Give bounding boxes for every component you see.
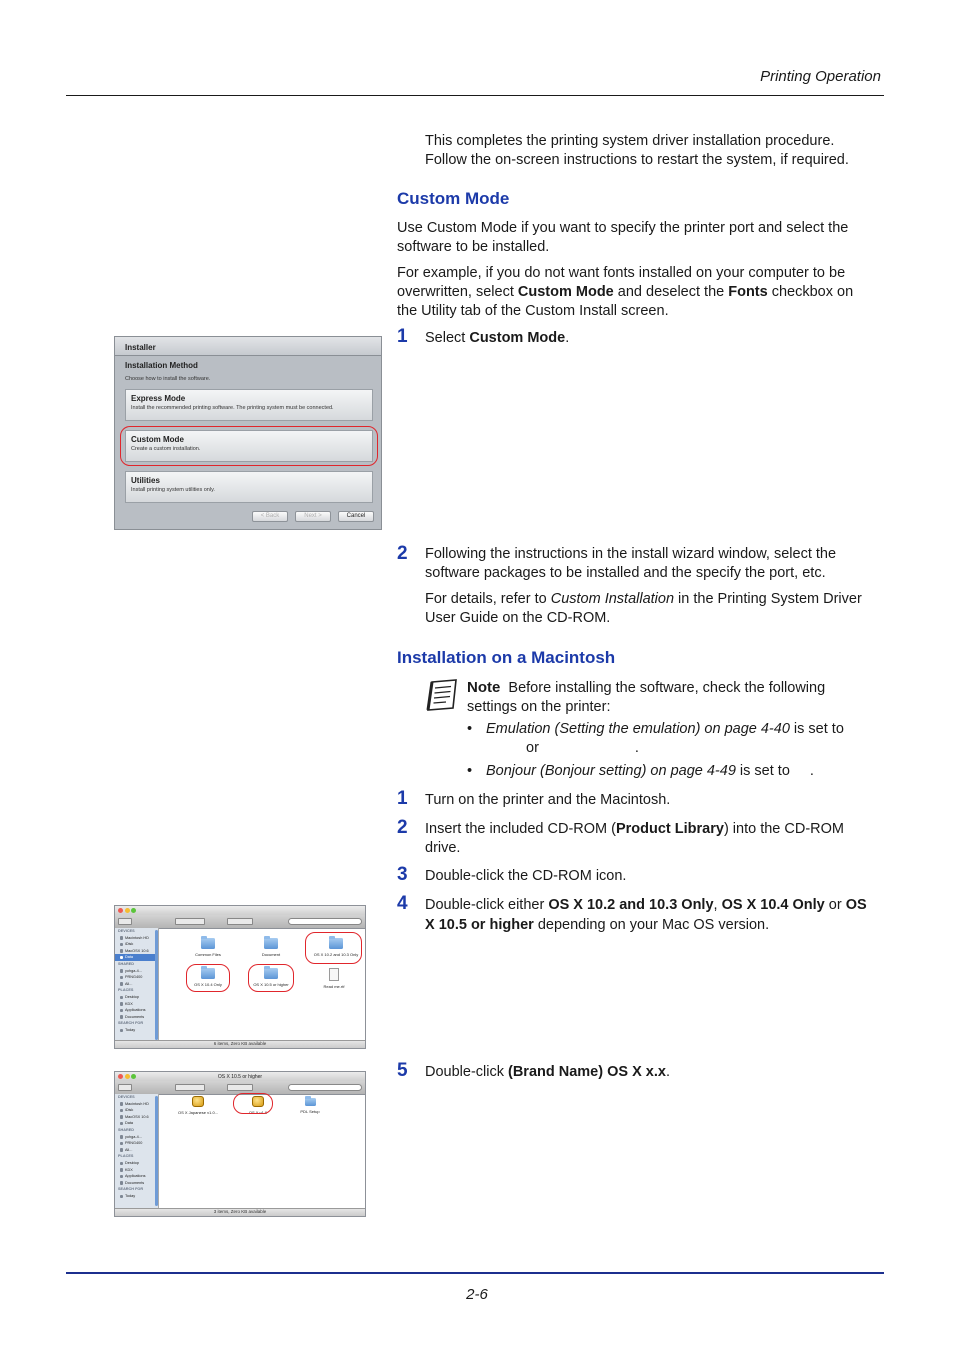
item-label: Read me.rtf <box>323 984 345 989</box>
sidebar-item-icon <box>120 1181 123 1184</box>
sidebar-item-icon <box>120 1122 123 1125</box>
back-forward-icon[interactable] <box>118 918 132 925</box>
sidebar-item-icon <box>120 1115 123 1118</box>
sidebar-item[interactable] <box>115 1007 158 1014</box>
document-icon <box>329 968 339 981</box>
folder-document[interactable] <box>248 938 294 957</box>
option-title: Utilities <box>131 476 160 485</box>
finder-status-bar: 6 items, Zero KB available <box>115 1040 365 1048</box>
text-run: Custom Mode <box>469 330 566 346</box>
item-label: OS X 10.4 Only <box>194 982 222 987</box>
sidebar-section-header <box>115 928 158 935</box>
finder-sidebar <box>115 1094 159 1210</box>
item-label: OS X v1.0 <box>248 1110 268 1115</box>
text-run: Fonts <box>728 284 768 300</box>
cancel-button[interactable]: Cancel <box>338 511 374 522</box>
step-number: 2 <box>397 543 408 564</box>
sidebar-item[interactable] <box>115 1180 158 1187</box>
sidebar-item-label: Documents <box>125 1014 145 1019</box>
text-run: or <box>824 897 846 913</box>
step-number: 4 <box>397 893 408 914</box>
text-run: and deselect the <box>613 284 729 300</box>
window-controls <box>118 908 138 915</box>
sidebar-item-icon <box>120 1175 123 1178</box>
sidebar-item[interactable] <box>115 994 158 1001</box>
express-mode-option[interactable] <box>125 389 373 421</box>
note-line <box>467 678 825 698</box>
sidebar-item-label: DEVICES <box>118 1095 135 1099</box>
step-text <box>425 545 836 583</box>
sidebar-item-label: yohga-4... <box>125 1134 142 1139</box>
sidebar-item[interactable] <box>115 1014 158 1021</box>
custom-mode-example-paragraph <box>397 264 853 321</box>
text-run: Double-click either <box>425 897 549 913</box>
sidebar-item[interactable] <box>115 1173 158 1180</box>
folder-icon <box>201 938 215 949</box>
sidebar-section-header <box>115 1094 158 1101</box>
folder-icon <box>264 938 278 949</box>
sidebar-item[interactable] <box>115 941 158 948</box>
sidebar-item-label: PRNG400 <box>125 1141 143 1146</box>
sidebar-section-header <box>115 961 158 968</box>
sidebar-item-icon <box>120 1142 123 1145</box>
sidebar-item-label: Data <box>125 1121 134 1126</box>
macintosh-heading: Installation on a Macintosh <box>397 648 616 667</box>
sidebar-item-icon <box>120 1109 123 1112</box>
text-run: ) into the CD-ROM <box>723 821 845 837</box>
sidebar-item-icon <box>120 982 123 985</box>
action-gear-icon[interactable] <box>227 1084 253 1091</box>
sidebar-item[interactable] <box>115 1027 158 1034</box>
text-run: or <box>526 740 539 756</box>
sidebar-item-icon <box>120 1102 123 1105</box>
sidebar-item[interactable] <box>115 1120 158 1127</box>
sidebar-item-icon <box>120 1002 123 1005</box>
installer-title: Installer <box>125 343 156 352</box>
note-icon <box>424 678 460 712</box>
intro-text <box>425 132 849 170</box>
option-title: Express Mode <box>131 394 186 403</box>
sidebar-section-header <box>115 1186 158 1193</box>
utilities-option[interactable] <box>125 471 373 503</box>
finder-sidebar <box>115 928 159 1042</box>
view-switcher-icon[interactable] <box>175 1084 205 1091</box>
text-run: . <box>565 330 570 346</box>
finder-titlebar <box>115 1072 365 1081</box>
sidebar-item-icon <box>120 1015 123 1018</box>
sidebar-item-label: Data <box>125 955 134 960</box>
sidebar-item[interactable] <box>115 1193 158 1200</box>
sidebar-item[interactable] <box>115 981 158 988</box>
bullet-line <box>467 739 844 758</box>
custom-mode-heading: Custom Mode <box>397 189 510 208</box>
sidebar-item-label: Today <box>125 1193 136 1198</box>
folder-common-files[interactable] <box>185 938 231 957</box>
sidebar-section-header <box>115 1020 158 1027</box>
installer-heading: Installation Method <box>125 361 198 370</box>
text-run: OS X 10.4 Only <box>721 897 825 913</box>
text-run: checkbox on <box>767 284 854 300</box>
sidebar-item-label: SEARCH FOR <box>118 1021 144 1026</box>
sidebar-item-label: Desktop <box>125 994 139 999</box>
sidebar-item-label: MacOSX 10.6 <box>125 1114 149 1119</box>
close-button[interactable] <box>118 908 123 913</box>
sidebar-item-label: MacOSX 10.6 <box>125 948 149 953</box>
step-text <box>425 1063 670 1082</box>
sidebar-section-header <box>115 1127 158 1134</box>
back-forward-icon[interactable] <box>118 1084 132 1091</box>
paragraph-line: Use Custom Mode if you want to specify the printer port and select the <box>397 220 849 236</box>
search-input[interactable] <box>288 918 362 925</box>
text-run: Custom Installation <box>550 591 675 607</box>
step-line: User Guide on the CD-ROM. <box>425 610 611 626</box>
sidebar-item[interactable] <box>115 1134 158 1141</box>
finder-window-cdrom <box>114 905 366 1049</box>
package-os-x-japanese[interactable] <box>175 1096 221 1115</box>
text-run: X 10.5 or higher <box>425 917 534 933</box>
sidebar-item-label: DEVICES <box>118 929 135 933</box>
highlight-oval <box>248 964 294 992</box>
highlight-oval <box>233 1093 273 1114</box>
installer-titlebar <box>115 337 381 356</box>
sidebar-item[interactable] <box>115 974 158 981</box>
paragraph-line <box>397 283 853 302</box>
sidebar-item-label: yohga-4... <box>125 968 142 973</box>
sidebar-item-icon <box>120 1168 123 1171</box>
sidebar-item-label: PLACES <box>118 988 134 993</box>
note-label: Note <box>467 679 501 696</box>
item-label: OS X 10.2 and 10.3 Only <box>313 952 359 957</box>
footer-rule <box>66 1272 884 1274</box>
sidebar-item[interactable] <box>115 968 158 975</box>
step-text: Turn on the printer and the Macintosh. <box>425 792 671 808</box>
file-read-me[interactable] <box>311 968 357 989</box>
sidebar-item[interactable] <box>115 1114 158 1121</box>
bullet-line <box>467 720 844 739</box>
text-run: is set to <box>735 763 790 779</box>
text-run: For details, refer to <box>425 591 551 607</box>
text-run: overwritten, select <box>397 284 518 300</box>
text-run: Double-click <box>425 1064 508 1080</box>
sidebar-item-label: KDX <box>125 1167 133 1172</box>
step-line: software packages to be installed and the specify the port, etc. <box>425 565 826 581</box>
installer-screenshot <box>114 336 382 530</box>
running-header: Printing Operation <box>760 68 881 85</box>
sidebar-item-icon <box>120 996 123 999</box>
sidebar-item[interactable] <box>115 1001 158 1008</box>
step-line <box>425 896 867 915</box>
step-line <box>425 590 862 609</box>
finder-toolbar <box>115 915 365 929</box>
option-description: Install the recommended printing software. The printing system must be connected. <box>131 405 334 411</box>
highlight-oval <box>186 964 230 992</box>
step-number: 3 <box>397 864 408 885</box>
bullet-mark: • <box>467 763 473 779</box>
sidebar-item-label: Applications <box>125 1008 146 1013</box>
item-label: OS X 10.5 or higher <box>253 982 289 987</box>
header-rule <box>66 95 884 96</box>
step-text: Double-click the CD-ROM icon. <box>425 868 627 884</box>
item-label: Common Files <box>195 952 221 957</box>
paragraph-line: the Utility tab of the Custom Install screen. <box>397 303 669 319</box>
sidebar-item-label: Macintosh HD <box>125 935 149 940</box>
finder-window-os-x-10-5 <box>114 1071 366 1217</box>
folder-icon <box>305 1098 316 1106</box>
note-text <box>467 678 825 717</box>
sidebar-item-label: All... <box>125 981 133 986</box>
sidebar-item-label: Applications <box>125 1174 146 1179</box>
text-run: Select <box>425 330 470 346</box>
sidebar-item[interactable] <box>115 1167 158 1174</box>
sidebar-item-icon <box>120 976 123 979</box>
sidebar-section-header <box>115 1153 158 1160</box>
step-number: 2 <box>397 817 408 838</box>
back-button[interactable]: < Back <box>252 511 288 522</box>
sidebar-item-label: All... <box>125 1147 133 1152</box>
sidebar-item-label: Macintosh HD <box>125 1101 149 1106</box>
text-run: is set to <box>789 721 844 737</box>
sidebar-item[interactable] <box>115 954 158 961</box>
sidebar-item-label: PRNG400 <box>125 975 143 980</box>
sidebar-item-icon <box>120 943 123 946</box>
option-description: Install printing system utilities only. <box>131 487 215 493</box>
step-detail <box>425 590 862 628</box>
search-input[interactable] <box>288 1084 362 1091</box>
finder-status-bar: 3 items, Zero KB available <box>115 1208 365 1216</box>
option-title: Custom Mode <box>131 435 184 444</box>
paragraph-line: software to be installed. <box>397 239 550 255</box>
step-line: drive. <box>425 840 461 856</box>
item-label: OS X Japanese v1.0... <box>177 1110 219 1115</box>
view-switcher-icon[interactable] <box>175 918 205 925</box>
sidebar-item-label: PLACES <box>118 1154 134 1159</box>
sidebar-scrollbar[interactable] <box>155 930 158 1040</box>
bullet-mark: • <box>467 721 473 737</box>
text-run: . <box>809 763 814 779</box>
sidebar-item-icon <box>120 1195 123 1198</box>
sidebar-item-label: SHARED <box>118 961 135 966</box>
sidebar-item-icon <box>120 1029 123 1032</box>
text-run: Emulation (Setting the emulation) on page 4-40 <box>486 721 790 737</box>
action-gear-icon[interactable] <box>227 918 253 925</box>
intro-line: Follow the on-screen instructions to restart the system, if required. <box>425 152 849 168</box>
paragraph-line: For example, if you do not want fonts installed on your computer to be <box>397 265 846 281</box>
step-line <box>425 820 844 839</box>
installer-subheading: Choose how to install the software. <box>125 376 211 382</box>
finder-titlebar <box>115 906 365 915</box>
text-run: (Brand Name) OS X x.x <box>508 1064 666 1080</box>
next-button[interactable]: Next > <box>295 511 331 522</box>
sidebar-item[interactable] <box>115 948 158 955</box>
sidebar-item[interactable] <box>115 1107 158 1114</box>
sidebar-item[interactable] <box>115 1160 158 1167</box>
text-run: Insert the included CD-ROM ( <box>425 821 616 837</box>
step-line: Following the instructions in the install wizard window, select the <box>425 546 837 562</box>
sidebar-item[interactable] <box>115 1147 158 1154</box>
text-run: OS X 10.2 and 10.3 Only <box>548 897 714 913</box>
sidebar-item[interactable] <box>115 935 158 942</box>
text-run: Product Library <box>615 821 724 837</box>
sidebar-section-header <box>115 987 158 994</box>
sidebar-item-label: Documents <box>125 1180 145 1185</box>
step-number: 1 <box>397 788 408 809</box>
sidebar-item-icon <box>120 1135 123 1138</box>
item-label: Document <box>261 952 281 957</box>
sidebar-item-label: SEARCH FOR <box>118 1187 144 1192</box>
sidebar-item-label: iDisk <box>125 1108 134 1113</box>
custom-mode-highlight <box>120 426 378 466</box>
note-line: settings on the printer: <box>467 699 611 715</box>
option-description: Create a custom installation. <box>131 446 201 452</box>
folder-pdl-setup[interactable] <box>287 1098 333 1114</box>
zoom-button[interactable] <box>131 908 136 913</box>
custom-mode-paragraph <box>397 219 848 257</box>
sidebar-item-label: Desktop <box>125 1160 139 1165</box>
text-run: Custom Mode <box>517 284 614 300</box>
intro-line: This completes the printing system driver installation procedure. <box>425 133 835 149</box>
bullet-emulation <box>467 720 844 758</box>
item-label: PDL Setup <box>300 1109 320 1114</box>
step-line <box>425 916 867 935</box>
window-title: OS X 10.5 or higher <box>217 1074 263 1080</box>
text-run: in the Printing System Driver <box>674 591 862 607</box>
sidebar-scrollbar[interactable] <box>155 1096 158 1206</box>
sidebar-item-icon <box>120 969 123 972</box>
sidebar-item-label: iDisk <box>125 942 134 947</box>
sidebar-item-label: SHARED <box>118 1127 135 1132</box>
sidebar-item-label: KDX <box>125 1001 133 1006</box>
text-run: . <box>634 740 639 756</box>
sidebar-item-icon <box>120 1148 123 1151</box>
text-run: Before installing the software, check the following <box>508 680 826 696</box>
highlight-oval <box>305 932 362 964</box>
step-text <box>425 329 569 348</box>
text-run: depending on your Mac OS version. <box>533 917 770 933</box>
text-run: Bonjour (Bonjour setting) on page 4-49 <box>486 763 736 779</box>
sidebar-item-icon <box>120 956 123 959</box>
sidebar-item-icon <box>120 936 123 939</box>
step-number: 1 <box>397 326 408 347</box>
package-icon <box>192 1096 204 1107</box>
sidebar-item[interactable] <box>115 1140 158 1147</box>
sidebar-item-label: Today <box>125 1027 136 1032</box>
sidebar-item-icon <box>120 1162 123 1165</box>
step-text <box>425 820 844 858</box>
step-text <box>425 896 867 935</box>
sidebar-item[interactable] <box>115 1101 158 1108</box>
bullet-bonjour <box>467 762 814 781</box>
minimize-button[interactable] <box>125 908 130 913</box>
text-run: OS <box>845 897 867 913</box>
sidebar-item-icon <box>120 1009 123 1012</box>
sidebar-item-icon <box>120 949 123 952</box>
text-run: , <box>713 897 722 913</box>
step-number: 5 <box>397 1060 408 1081</box>
text-run: . <box>665 1064 670 1080</box>
page-number: 2-6 <box>466 1286 488 1303</box>
